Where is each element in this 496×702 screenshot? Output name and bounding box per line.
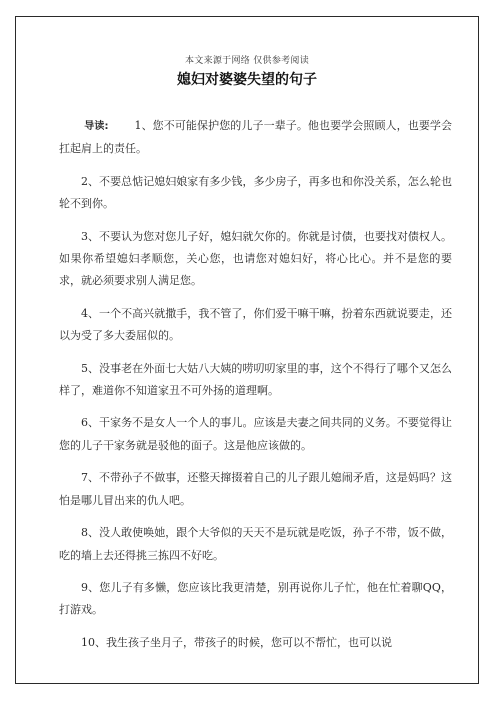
paragraph-2: 2、不要总惦记媳妇娘家有多少钱，多少房子，再多也和你没关系，怎么轮也轮不到你。 (59, 174, 452, 211)
page-title: 媳妇对婆婆失望的句子 (177, 72, 317, 88)
paragraph-3: 3、不要认为您对您儿子好，媳妇就欠你的。你就是讨债，也要找对债权人。如果你希望媳妇孝顺您，关心您，也请您对媳妇好，将心比心。并不是您的要求，就必须要求别人满足您。 (59, 229, 452, 288)
intro-text: 1、您不可能保护您的儿子一辈子。他也要学会照顾人，也要学会扛起肩上的责任。 (59, 119, 453, 156)
paragraph-10: 10、我生孩子坐月子，带孩子的时候，您可以不帮忙，也可以说 (81, 635, 392, 649)
paragraph-7: 7、不带孙子不做事，还整天撺掇着自己的儿子跟儿媳闹矛盾，这是妈吗？这怕是哪儿冒出来的仇人吧。 (59, 471, 452, 507)
paragraph-9: 9、您儿子有多懒，您应该比我更清楚，别再说你儿子忙，他在忙着聊QQ，打游戏。 (59, 580, 452, 617)
intro-label: 导读: (84, 121, 109, 132)
document-page (15, 16, 479, 684)
paragraph-5: 5、没事老在外面七大姑八大姨的唠叨叨家里的事，这个不得行了哪个又怎么样了，难道你不知道家丑不可外扬的道理啊。 (59, 361, 452, 398)
paragraph-6: 6、干家务不是女人一个人的事儿。应该是夫妻之间共同的义务。不要觉得让您的儿子干家务就是驳他的面子。这是他应该做的。 (59, 416, 452, 452)
paragraph-8: 8、没人敢使唤她，跟个大爷似的天天不是玩就是吃饭，孙子不带，饭不做，吃的墙上去还得挑三拣四不好吃。 (59, 526, 452, 562)
source-note: 本文来源于网络 仅供参考阅读 (184, 56, 310, 66)
intro-paragraph (59, 115, 452, 161)
paragraph-4: 4、一个不高兴就撒手，我不管了，你们爱干嘛干嘛，扮着东西就说要走，还以为受了多大委屈似的。 (59, 306, 452, 343)
article-body (59, 115, 452, 664)
